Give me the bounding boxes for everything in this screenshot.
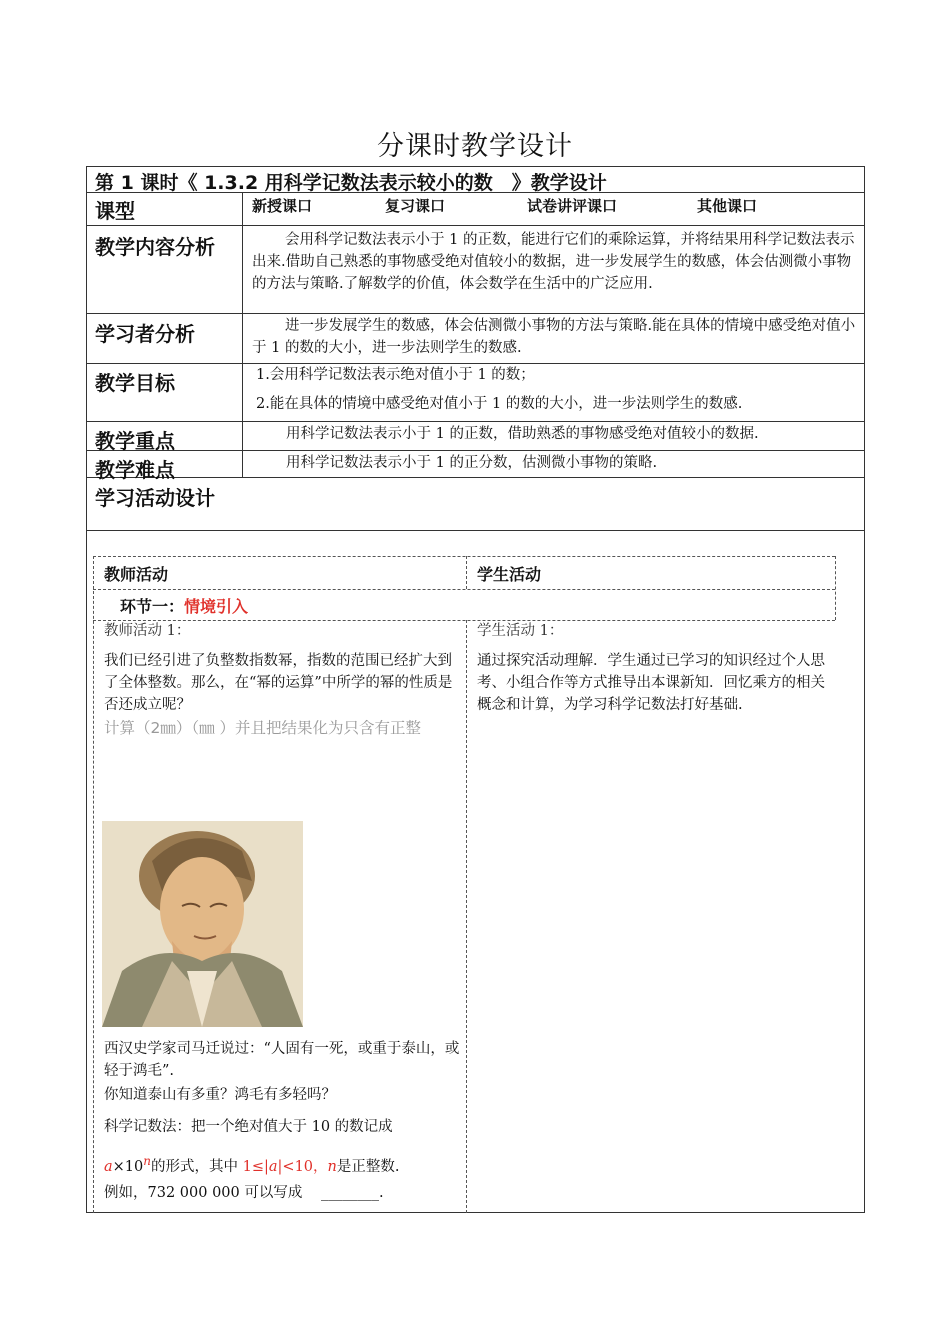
type-label: 课型	[95, 199, 135, 223]
row-divider	[86, 450, 865, 451]
section-heading	[120, 594, 248, 617]
example-text: 例如，732 000 000 可以写成	[104, 1185, 303, 1201]
dashed-divider	[466, 556, 467, 589]
type-option-new[interactable]: 新授课口	[252, 197, 313, 215]
difficult-label: 教学难点	[95, 458, 175, 482]
teacher-activity-header: 教师活动	[104, 565, 169, 584]
sci-range-2: |<10，	[277, 1158, 328, 1175]
page-title: 分课时教学设计	[377, 131, 573, 162]
content-label: 教学内容分析	[95, 235, 215, 259]
sima-qian-portrait-image	[102, 821, 303, 1027]
sci-form: 的形式，其中	[151, 1158, 238, 1175]
example-blank[interactable]: ________.	[320, 1185, 384, 1201]
dashed-divider	[93, 556, 835, 557]
row-divider	[86, 313, 865, 314]
activity-label: 学习活动设计	[95, 486, 215, 510]
learner-text: 进一步发展学生的数感，体会估测微小事物的方法与策略.能在具体的情境中感受绝对值小于 1 的数的大小，进一步法则学生的数感.	[252, 318, 856, 356]
row-divider	[86, 225, 865, 226]
sci-formula-line	[104, 1150, 399, 1178]
calc-line: 计算（2㎜）（㎜ ）并且把结果化为只含有正整	[104, 719, 422, 737]
row-divider	[86, 477, 865, 478]
sci-definition: 科学记数法：把一个绝对值大于 10 的数记成	[104, 1119, 393, 1135]
learner-label: 学习者分析	[95, 322, 195, 346]
calc-clip	[104, 716, 464, 746]
goal-label: 教学目标	[95, 371, 175, 395]
sci-range-a: a	[268, 1158, 278, 1175]
section-title: 情境引入	[184, 597, 249, 616]
key-label: 教学重点	[95, 429, 175, 453]
student-activity-header: 学生活动	[477, 565, 542, 584]
teacher-sub: 教师活动 1：	[104, 623, 191, 639]
sci-range-1: 1≤|	[242, 1158, 269, 1175]
goal-2: 2.能在具体的情境中感受绝对值小于 1 的数的大小，进一步法则学生的数感.	[256, 396, 743, 412]
teacher-paragraph: 我们已经引进了负整数指数幂，指数的范围已经扩大到了全体整数。那么，在“幂的运算”中所学的幂的性质是否还成立呢？	[104, 653, 453, 713]
row-divider	[86, 421, 865, 422]
type-option-exam[interactable]: 试卷讲评课口	[527, 197, 618, 215]
sci-exponent: n	[143, 1154, 151, 1168]
goal-1: 1.会用科学记数法表示绝对值小于 1 的数；	[256, 367, 535, 383]
dashed-divider	[93, 556, 94, 1213]
type-option-other[interactable]: 其他课口	[697, 197, 758, 215]
example-line	[104, 1182, 384, 1204]
dashed-divider	[93, 620, 835, 621]
sci-int: 是正整数.	[336, 1158, 400, 1175]
column-divider	[242, 193, 243, 478]
sci-a: a	[104, 1158, 113, 1175]
type-option-review[interactable]: 复习课口	[385, 197, 446, 215]
sci-range-n: n	[327, 1158, 337, 1175]
key-text: 用科学记数法表示小于 1 的正数，借助熟悉的事物感受绝对值较小的数据.	[286, 426, 759, 442]
difficult-text: 用科学记数法表示小于 1 的正分数，估测微小事物的策略.	[286, 455, 658, 471]
question-text: 你知道泰山有多重？鸿毛有多轻吗？	[104, 1087, 336, 1103]
dashed-divider	[835, 556, 836, 620]
section-prefix: 环节一：	[120, 597, 185, 616]
student-sub: 学生活动 1：	[477, 623, 564, 639]
dashed-divider	[466, 620, 467, 1213]
dashed-divider	[93, 589, 835, 590]
lesson-header: 第 1 课时《 1.3.2 用科学记数法表示较小的数 》教学设计	[95, 172, 607, 194]
content-text: 会用科学记数法表示小于 1 的正数，能进行它们的乘除运算，并将结果用科学记数法表示出来.借助自己熟悉的事物感受绝对值较小的数据，进一步发展学生的数感，体会估测微小事物的方法与策略.了解数学的价值，体会数学在生活中的广泛应用.	[252, 232, 855, 292]
row-divider	[86, 530, 865, 531]
student-paragraph: 通过探究活动理解．学生通过已学习的知识经过个人思考、小组合作等方式推导出本课新知．回忆乘方的相关概念和计算，为学习科学记数法打好基础.	[477, 653, 825, 713]
sci-times: ×10	[112, 1158, 144, 1175]
sima-qian-quote: 西汉史学家司马迁说过：“人固有一死，或重于泰山，或轻于鸿毛”.	[104, 1041, 460, 1079]
